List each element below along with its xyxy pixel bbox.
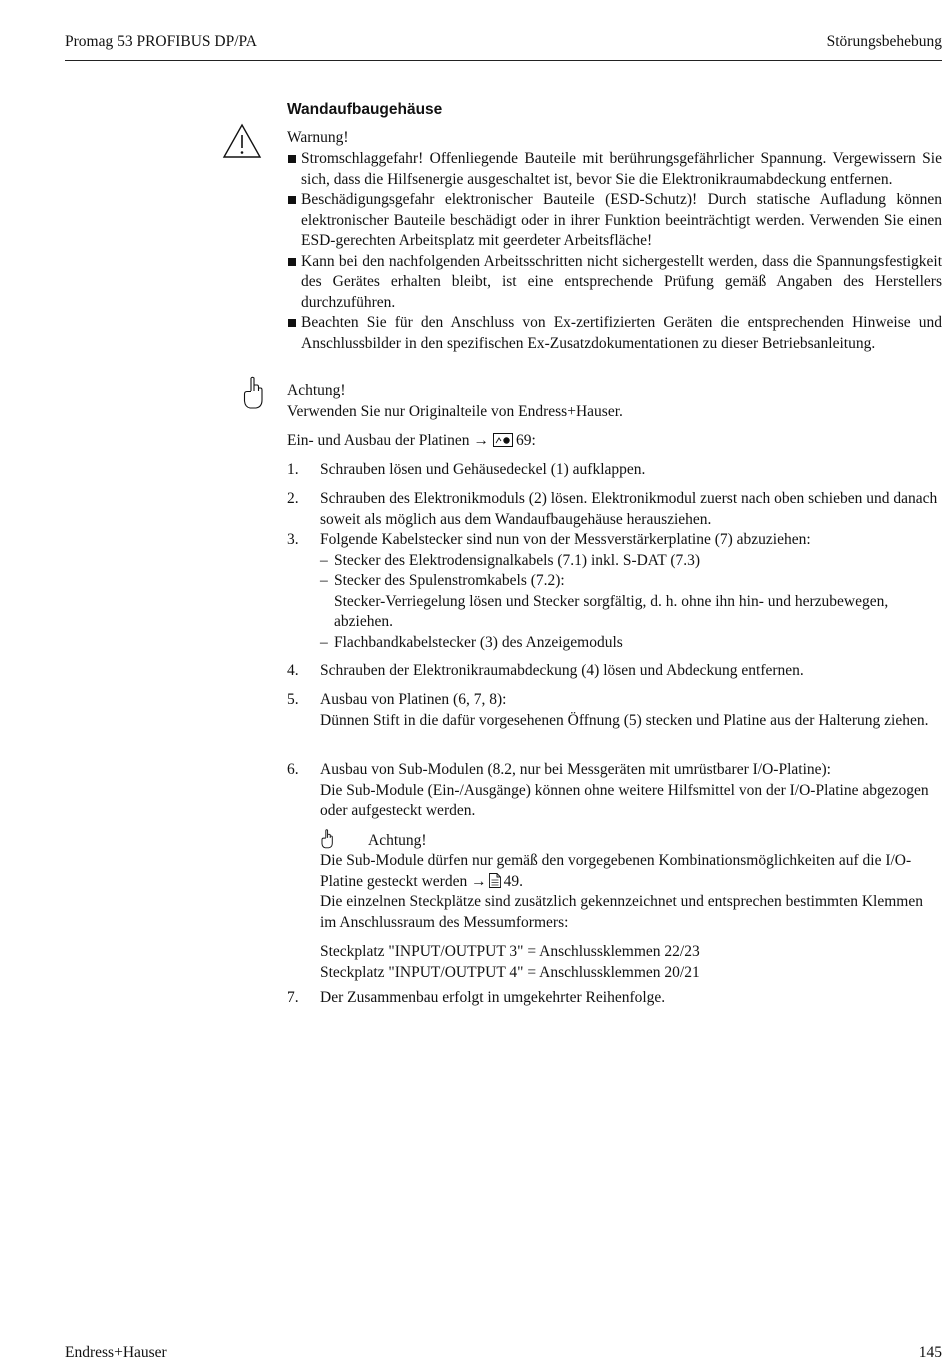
step-text: Schrauben der Elektronikraumabdeckung (4) lösen und Abdeckung entfernen.: [320, 662, 804, 679]
caution-label: Achtung!: [287, 382, 346, 399]
figure-icon: [493, 433, 513, 447]
footer-company: Endress+Hauser: [65, 1344, 167, 1361]
header-product-title: Promag 53 PROFIBUS DP/PA: [65, 33, 257, 50]
reference-arrow: →: [473, 432, 490, 449]
step-number: 5.: [287, 691, 299, 708]
step-number: 4.: [287, 662, 299, 679]
figure-reference: [287, 431, 536, 452]
step-2: [287, 489, 942, 530]
step-caution-detail: Die einzelnen Steckplätze sind zusätzlich gekennzeichnet und entsprechen bestimmten Klemmen im Anschlussraum des Messumformers:: [320, 893, 923, 931]
warning-item: Stromschlaggefahr! Offenliegende Bauteile mit berührungsgefährlicher Spannung. Vergewissern Sie sich, dass die Hilfsenergie ausgeschaltet ist, bevor Sie die Elektronikraumabdeckung entfernen.: [287, 149, 942, 190]
step-3: [287, 530, 942, 653]
sub-item-detail: Stecker-Verriegelung lösen und Stecker sorgfältig, d. h. ohne ihn hin- und herzubewegen, abziehen.: [334, 592, 889, 630]
step-text: Der Zusammenbau erfolgt in umgekehrter Reihenfolge.: [320, 989, 666, 1006]
step-number: 6.: [287, 761, 299, 778]
step-4: [287, 661, 942, 682]
step-text: Ausbau von Platinen (6, 7, 8):: [320, 691, 507, 708]
step-number: 7.: [287, 989, 299, 1006]
step-caution-label: Achtung!: [368, 831, 427, 849]
warning-label: Warnung!: [287, 129, 349, 146]
header-chapter-title: Störungsbehebung: [826, 33, 942, 50]
pointing-hand-icon: [320, 829, 334, 849]
step-number: 1.: [287, 461, 299, 478]
step-text: Schrauben des Elektronikmoduls (2) lösen. Elektronikmodul zuerst nach oben schieben und danach soweit als möglich aus dem Wandaufbaugehäuse herausziehen.: [320, 490, 938, 528]
step-number: 3.: [287, 531, 299, 548]
page-number: 49.: [503, 872, 523, 890]
warning-list: [287, 149, 942, 354]
warning-triangle-icon: [222, 123, 262, 159]
step-1: [287, 460, 942, 481]
step-text: Folgende Kabelstecker sind nun von der Messverstärkerplatine (7) abzuziehen:: [320, 531, 811, 548]
sub-item: – Stecker des Spulenstromkabels (7.2): Stecker-Verriegelung lösen und Stecker sorgfältig, d. h. ohne ihn hin- und herzubewegen, abziehen.: [320, 571, 942, 633]
reference-page: 69:: [516, 432, 536, 449]
warning-item: Beschädigungsgefahr elektronischer Bauteile (ESD-Schutz)! Durch statische Aufladung können elektronischer Bauteile beschädigt oder in ihrer Funktion beeinträchtigt werden. Verwenden Sie einen ESD-gerechten Arbeitsplatz mit geerdeter Arbeitsfläche!: [287, 190, 942, 252]
step-detail: Dünnen Stift in die dafür vorgesehenen Öffnung (5) stecken und Platine aus der Halterung ziehen.: [320, 711, 929, 729]
page-number: 145: [918, 1344, 942, 1361]
caution-text: Verwenden Sie nur Originalteile von Endress+Hauser.: [287, 403, 623, 420]
step-7: [287, 988, 942, 1009]
pointing-hand-icon: [242, 376, 264, 410]
step-number: 2.: [287, 490, 299, 507]
page-reference-icon: [489, 873, 501, 888]
warning-item: Beachten Sie für den Anschluss von Ex-zertifizierten Geräten die entsprechenden Hinweise und Anschlussbilder in den spezifischen Ex-Zusatzdokumentationen zu dieser Betriebsanleitung.: [287, 313, 942, 354]
step-6: [287, 760, 942, 983]
section-heading: Wandaufbaugehäuse: [287, 101, 443, 118]
slot-mapping: Steckplatz "INPUT/OUTPUT 4" = Anschlussklemmen 20/21: [320, 963, 700, 981]
warning-item: Kann bei den nachfolgenden Arbeitsschritten nicht sichergestellt werden, dass die Spannungsfestigkeit des Gerätes erhalten bleibt, ist eine entsprechende Prüfung gemäß Angaben des Herstellers durchzuführen.: [287, 252, 942, 314]
slot-mapping: Steckplatz "INPUT/OUTPUT 3" = Anschlussklemmen 22/23: [320, 943, 700, 960]
step-caution-text: Die Sub-Module dürfen nur gemäß den vorgegebenen Kombinationsmöglichkeiten auf die I/O-Platine gesteckt werden → 49.: [320, 852, 912, 890]
step-caution: [320, 831, 942, 984]
sub-item: – Stecker des Elektrodensignalkabels (7.1) inkl. S-DAT (7.3): [320, 551, 701, 569]
step-detail: Die Sub-Module (Ein-/Ausgänge) können ohne weitere Hilfsmittel von der I/O-Platine abgezogen oder aufgesteckt werden.: [320, 781, 929, 819]
page-arrow: →: [471, 872, 487, 890]
page-header: [65, 32, 942, 52]
step-text: Schrauben lösen und Gehäusedeckel (1) aufklappen.: [320, 461, 646, 478]
header-rule: [65, 60, 942, 61]
reference-text: Ein- und Ausbau der Platinen: [287, 432, 470, 449]
step-5: [287, 690, 942, 731]
step-text: Ausbau von Sub-Modulen (8.2, nur bei Messgeräten mit umrüstbarer I/O-Platine):: [320, 761, 831, 778]
sub-item: – Flachbandkabelstecker (3) des Anzeigemoduls: [320, 633, 623, 651]
